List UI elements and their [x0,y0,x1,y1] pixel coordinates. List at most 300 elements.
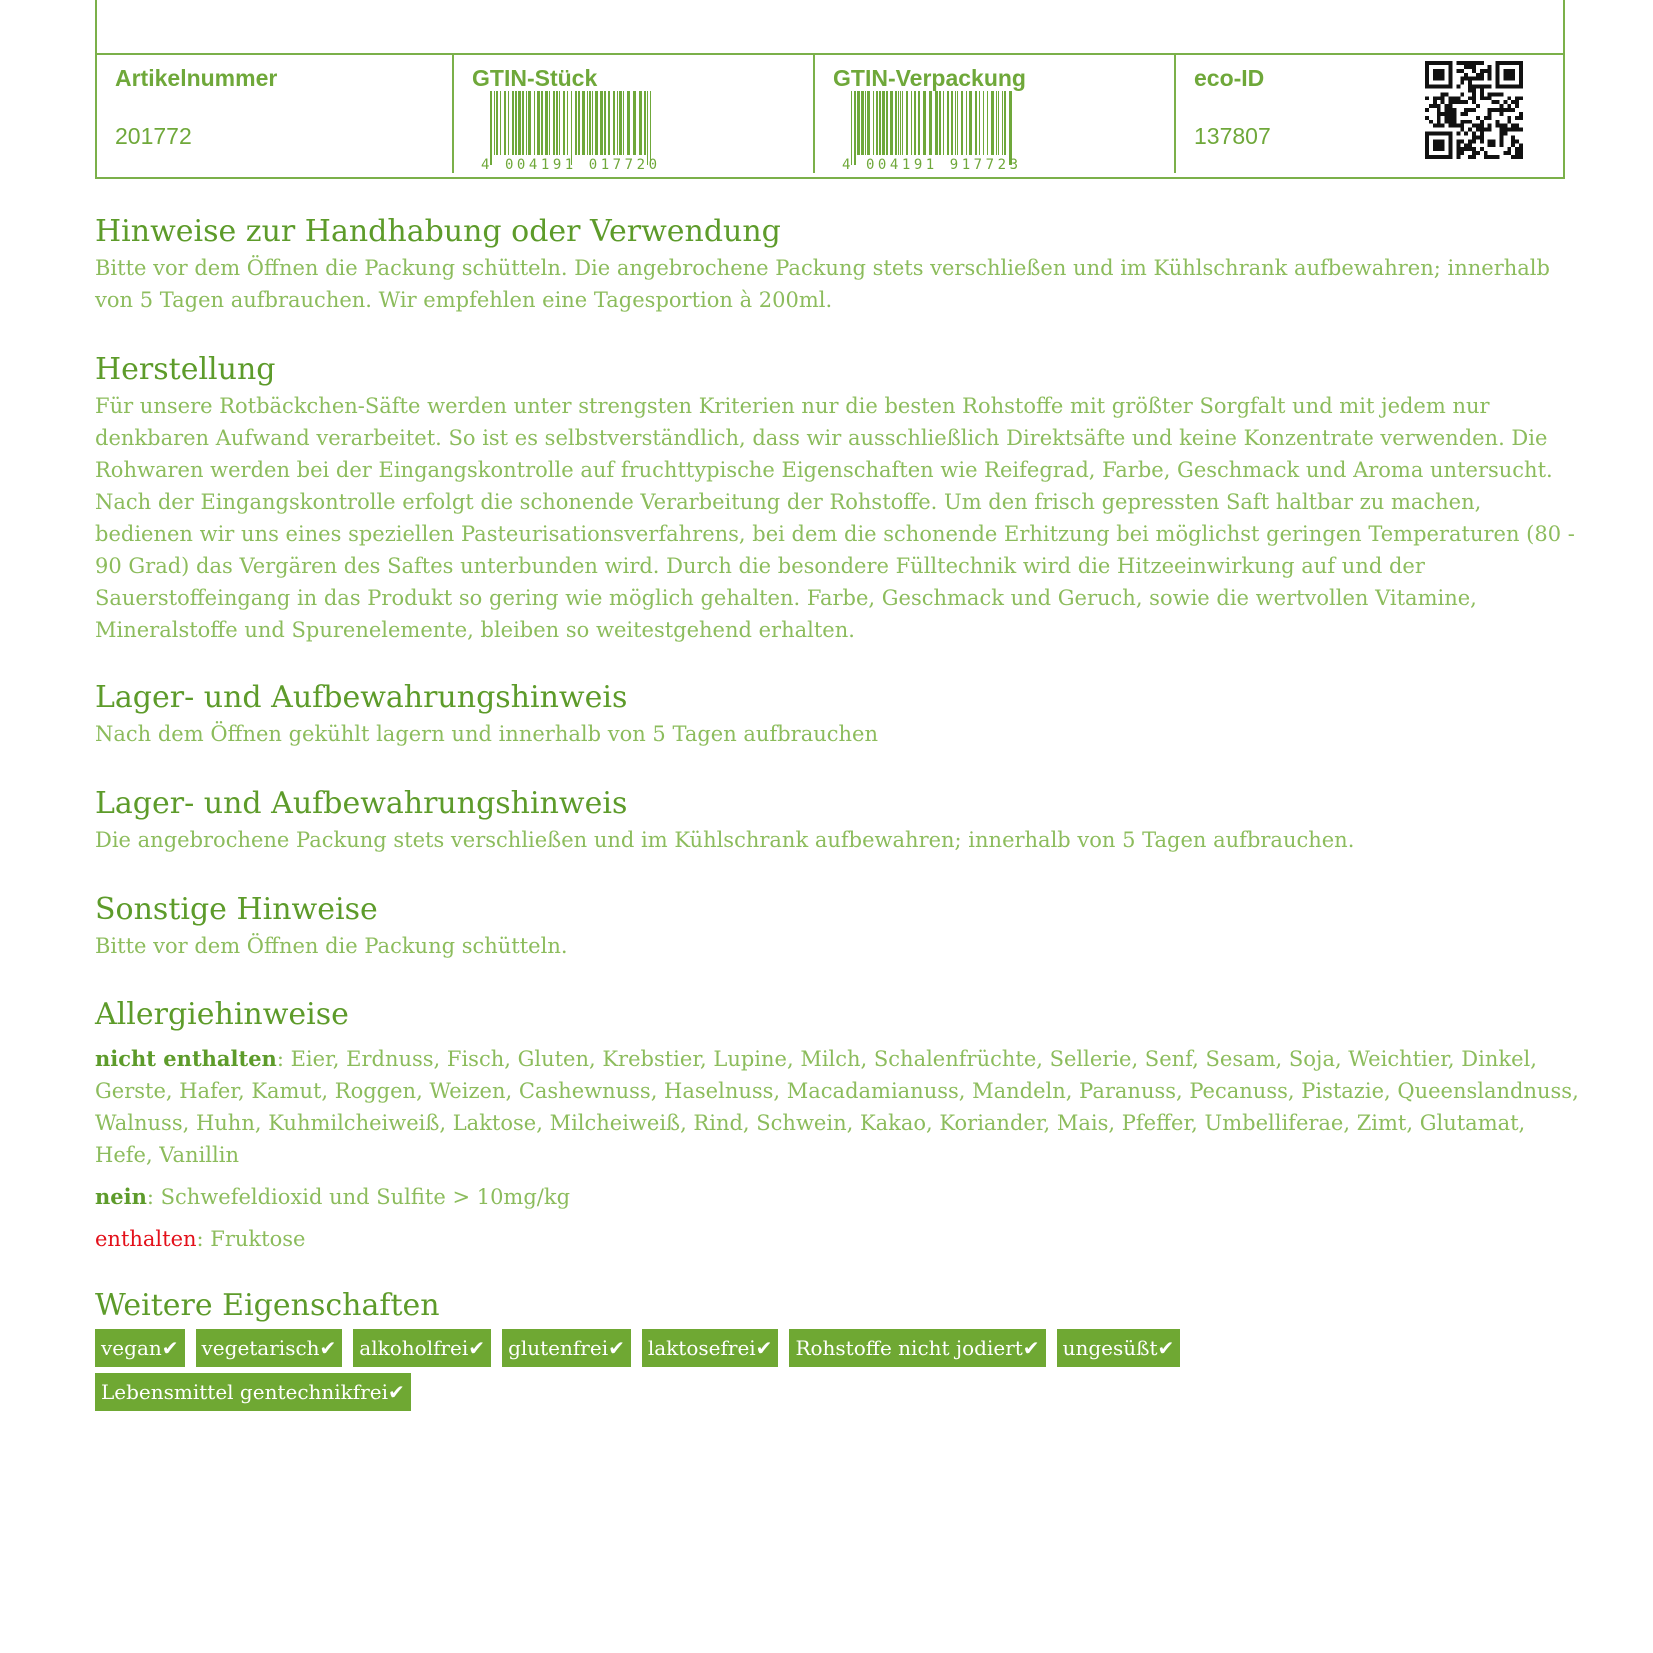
qr-module [1480,132,1484,136]
qr-module [1449,124,1453,128]
barcode-bar [613,91,615,155]
barcode-bar [608,91,610,155]
qr-module [1488,65,1492,69]
section-allergie [95,997,1585,1255]
gtin-verpackung-barcode [841,91,1021,171]
qr-module [1496,61,1500,65]
qr-module [1425,135,1429,139]
qr-module [1445,108,1449,112]
qr-module [1425,108,1429,112]
qr-module [1437,77,1441,81]
barcode-bar [951,91,953,155]
gtin-stueck-label: GTIN-Stück [472,65,598,91]
qr-module [1449,77,1453,81]
qr-module [1488,69,1492,73]
qr-module [1488,143,1492,147]
barcode-bar [504,91,506,155]
qr-module [1499,108,1503,112]
barcode-bar [534,91,535,155]
qr-module [1515,155,1519,159]
qr-module [1449,112,1453,116]
qr-module [1472,61,1476,65]
qr-module [1472,155,1476,159]
qr-module [1468,96,1472,100]
barcode-bar [851,91,852,165]
qr-module [1464,112,1468,116]
barcode-bar [541,91,543,155]
qr-module [1456,96,1460,100]
barcode-bar [627,91,630,155]
qr-module [1515,124,1519,128]
qr-module [1464,77,1468,81]
barcode-bar [567,91,568,155]
qr-module [1484,128,1488,132]
barcode-bar [861,91,864,155]
barcode-bar [528,91,531,155]
barcode-bar [873,91,874,155]
barcode-bar [617,91,618,155]
qr-module [1437,132,1441,136]
barcode-bar [644,91,646,155]
qr-module [1511,85,1515,89]
qr-module [1468,61,1472,65]
qr-module [1468,85,1472,89]
qr-module [1433,155,1437,159]
qr-module [1449,65,1453,69]
barcode-bar [537,91,540,155]
qr-module [1472,88,1476,92]
qr-module [1460,151,1464,155]
qr-module [1511,61,1515,65]
qr-module [1492,143,1496,147]
qr-module [1507,151,1511,155]
qr-module [1456,151,1460,155]
barcode-bar [589,91,591,155]
qr-module [1425,116,1429,120]
qr-module [1445,92,1449,96]
allergie-title: Allergiehinweise [95,997,349,1032]
barcode-bar [902,91,903,155]
qr-module [1441,85,1445,89]
nein-text: : Schwefeldioxid und Sulfite > 10mg/kg [146,1185,571,1209]
qr-module [1437,85,1441,89]
barcode-bar [595,91,598,155]
qr-module [1472,100,1476,104]
qr-module [1499,112,1503,116]
qr-module [1464,73,1468,77]
barcode-bar [559,91,560,155]
qr-module [1499,143,1503,147]
qr-module [1429,120,1433,124]
barcode-bar [996,91,997,155]
qr-module [1499,128,1503,132]
qr-module [1515,139,1519,143]
qr-module [1468,120,1472,124]
qr-module [1480,135,1484,139]
qr-module [1437,120,1441,124]
barcode-bar [865,91,866,155]
qr-module [1519,61,1523,65]
tag-vegetarisch: vegetarisch✔ [196,1329,343,1367]
eco-id-cell [1174,55,1563,173]
allergie-nein [95,1181,1585,1213]
qr-module [1456,61,1460,65]
qr-module [1425,81,1429,85]
section-lager-1 [95,680,1585,750]
qr-module [1425,77,1429,81]
qr-module [1456,124,1460,128]
qr-module [1515,96,1519,100]
qr-module [1445,132,1449,136]
qr-module [1496,120,1500,124]
qr-module [1468,108,1472,112]
qr-module [1515,116,1519,120]
qr-module [1449,155,1453,159]
qr-module [1441,143,1445,147]
enthalten-text: : Fruktose [196,1227,306,1251]
qr-module [1507,77,1511,81]
qr-module [1511,135,1515,139]
qr-module [1499,104,1503,108]
qr-module [1437,96,1441,100]
qr-module [1476,135,1480,139]
qr-module [1433,85,1437,89]
qr-module [1480,73,1484,77]
tag-gentechnikfrei: Lebensmittel gentechnikfrei✔ [95,1373,411,1411]
product-id-table [95,0,1565,179]
qr-module [1476,61,1480,65]
qr-module [1515,128,1519,132]
qr-module [1519,116,1523,120]
lager-1-text: Nach dem Öffnen gekühlt lagern und innerhalb von 5 Tagen aufbrauchen [95,722,878,746]
barcode-bar [578,91,580,155]
barcode-bar [923,91,926,155]
tag-glutenfrei: glutenfrei✔ [502,1329,631,1367]
section-sonstige [95,892,1585,962]
qr-module [1499,124,1503,128]
qr-module [1425,69,1429,73]
qr-module [1476,73,1480,77]
barcode-bar [515,91,517,155]
barcode-bar [490,91,492,165]
qr-module [1468,147,1472,151]
barcode-bar [876,91,878,155]
qr-module [1437,143,1441,147]
qr-module [1464,65,1468,69]
qr-module [1484,69,1488,73]
qr-module [1441,73,1445,77]
qr-module [1519,73,1523,77]
qr-module [1452,124,1456,128]
herstellung-text: Für unsere Rotbäckchen-Säfte werden unter strengsten Kriterien nur die besten Rohstoffe mit größter Sorgfalt und mit jedem nur denkbaren Aufwand verarbeitet. So ist es selbstverständlich, dass wir ausschließlich Direktsäfte und keine Konzentrate verwenden. Die Rohwaren werden bei der Eingangskontrolle auf fruchttypische Eigenschaften wie Reifegrad, Farbe, Geschmack und Aroma untersucht. Nach der Eingangskontrolle erfolgt die schonende Verarbeitung der Rohstoffe. Um den frisch gepressten Saft haltbar zu machen, bedienen wir uns eines speziellen Pasteurisationsverfahrens, bei dem die schonende Erhitzung bei möglichst geringen Temperaturen (80 - 90 Grad) das Vergären des Saftes unterbunden wird. Durch die besondere Fülltechnik wird die Hitzeeinwirkung auf und der Sauerstoffeingang in das Produkt so gering wie möglich gehalten. Farbe, Geschmack und Geruch, sowie die wertvollen Vitamine, Mineralstoffe und Spurenelemente, bleiben so weitestgehend erhalten. [95,394,1575,642]
lager-2-title: Lager- und Aufbewahrungshinweis [95,786,628,821]
qr-module [1460,128,1464,132]
barcode-bar [553,91,555,155]
qr-module [1515,61,1519,65]
qr-module [1511,139,1515,143]
qr-module [1433,69,1437,73]
qr-module [1445,155,1449,159]
qr-module [1464,61,1468,65]
qr-module [1437,104,1441,108]
artikelnummer-label: Artikelnummer [115,65,278,91]
barcode-bar [647,91,648,165]
qr-module [1503,124,1507,128]
qr-module [1437,108,1441,112]
qr-module [1519,151,1523,155]
qr-module [1449,104,1453,108]
qr-module [1464,100,1468,104]
qr-module [1519,112,1523,116]
qr-module [1503,132,1507,136]
qr-module [1503,85,1507,89]
qr-module [1503,69,1507,73]
qr-module [1496,73,1500,77]
qr-module [1511,73,1515,77]
qr-module [1519,128,1523,132]
qr-module [1484,155,1488,159]
section-lager-2 [95,786,1585,856]
barcode-bar [943,91,944,155]
artikelnummer-value: 201772 [115,123,192,149]
property-tags [95,1329,1495,1417]
qr-module [1496,81,1500,85]
barcode-bar [587,91,588,155]
qr-module [1425,132,1429,136]
barcode-bar [556,91,558,155]
qr-module [1480,124,1484,128]
qr-module [1441,155,1445,159]
qr-module [1449,108,1453,112]
qr-module [1496,155,1500,159]
barcode-bar [914,91,916,155]
qr-module [1507,120,1511,124]
qr-module [1488,96,1492,100]
qr-module [1441,96,1445,100]
qr-module [1449,151,1453,155]
qr-code [1425,61,1523,159]
qr-module [1456,147,1460,151]
qr-module [1472,92,1476,96]
qr-module [1460,81,1464,85]
barcode-bar [979,91,980,155]
qr-module [1511,100,1515,104]
enthalten-label: enthalten [95,1227,197,1251]
tag-alkoholfrei: alkoholfrei✔ [353,1329,491,1367]
qr-module [1441,69,1445,73]
qr-module [1515,104,1519,108]
handhabung-text: Bitte vor dem Öffnen die Packung schütteln. Die angebrochene Packung stets verschließen und im Kühlschrank aufbewahren; innerhalb von 5 Tagen aufbrauchen. Wir empfehlen eine Tagesportion à 200ml. [95,256,1550,312]
qr-module [1425,85,1429,89]
qr-module [1456,100,1460,104]
handhabung-title: Hinweise zur Handhabung oder Verwendung [95,214,781,249]
qr-module [1499,85,1503,89]
gtin-stueck-digits: 4 004191 017720 [481,157,657,171]
barcode-bar [575,91,577,155]
barcode-bar [500,91,501,155]
qr-module [1496,124,1500,128]
qr-module [1503,100,1507,104]
qr-module [1511,143,1515,147]
artikelnummer-cell [97,55,452,173]
qr-module [1456,139,1460,143]
qr-module [1449,147,1453,151]
qr-module [1460,92,1464,96]
qr-module [1496,100,1500,104]
barcode-bar [518,91,521,155]
qr-module [1503,108,1507,112]
qr-module [1449,139,1453,143]
qr-module [1437,147,1441,151]
section-handhabung [95,214,1585,316]
barcode-bar [1004,91,1006,155]
qr-module [1425,65,1429,69]
qr-module [1445,116,1449,120]
qr-module [1503,151,1507,155]
qr-module [1472,151,1476,155]
qr-module [1433,96,1437,100]
barcode-bar [604,91,606,155]
barcode-bar [939,91,941,155]
barcode-bar [633,91,636,155]
qr-module [1515,151,1519,155]
qr-module [1449,135,1453,139]
qr-module [1425,139,1429,143]
qr-module [1519,96,1523,100]
qr-module [1499,92,1503,96]
qr-module [1492,108,1496,112]
qr-module [1476,85,1480,89]
qr-module [1488,108,1492,112]
qr-module [1445,85,1449,89]
qr-module [1429,132,1433,136]
qr-module [1445,120,1449,124]
qr-module [1456,155,1460,159]
lager-1-title: Lager- und Aufbewahrungshinweis [95,680,628,715]
nicht-enthalten-label: nicht enthalten [95,1046,277,1071]
qr-module [1433,73,1437,77]
barcode-bar [969,91,972,155]
qr-module [1496,85,1500,89]
qr-module [1488,112,1492,116]
qr-module [1441,147,1445,151]
qr-module [1460,61,1464,65]
qr-module [1460,147,1464,151]
barcode-bar [496,91,498,155]
qr-module [1480,77,1484,81]
qr-module [1437,69,1441,73]
qr-module [1445,61,1449,65]
qr-module [1468,128,1472,132]
qr-module [1515,100,1519,104]
barcode-bar [1009,91,1012,165]
qr-module [1519,65,1523,69]
qr-module [1429,61,1433,65]
qr-module [1452,120,1456,124]
qr-module [1519,69,1523,73]
qr-module [1437,61,1441,65]
qr-module [1437,139,1441,143]
qr-module [1496,92,1500,96]
qr-module [1519,85,1523,89]
qr-module [1488,85,1492,89]
qr-module [1449,81,1453,85]
nein-label: nein [95,1184,147,1209]
qr-module [1503,73,1507,77]
qr-module [1464,108,1468,112]
tag-ungesuesst: ungesüßt✔ [1057,1329,1181,1367]
barcode-bar [983,91,984,155]
qr-module [1511,77,1515,81]
barcode-bar [508,91,509,155]
barcode-bar [549,91,550,155]
barcode-bar [545,91,548,155]
qr-module [1433,147,1437,151]
qr-module [1425,143,1429,147]
qr-module [1496,77,1500,81]
qr-module [1441,100,1445,104]
barcode-bar [890,91,893,155]
qr-module [1460,124,1464,128]
qr-module [1449,100,1453,104]
barcode-bar [998,91,999,155]
qr-module [1429,85,1433,89]
nicht-enthalten-text: : Eier, Erdnuss, Fisch, Gluten, Krebstier, Lupine, Milch, Schalenfrüchte, Sellerie, Senf, Sesam, Soja, Weichtier, Dinkel, Gerste, Hafer, Kamut, Roggen, Weizen, Cashewnuss, Haselnuss, Macadamianuss, Mandeln, Paranuss, Pecanuss, Pistazie, Queenslandnuss, Walnuss, Huhn, Kuhmilcheiweiß, Laktose, Milcheiweiß, Rind, Schwein, Kakao, Koriander, Mais, Pfeffer, Umbelliferae, Zimt, Glutamat, Hefe, Vanillin [95,1047,1579,1167]
qr-module [1519,77,1523,81]
qr-module [1437,112,1441,116]
barcode-bar [947,91,949,155]
barcode-bar [592,91,593,155]
qr-module [1511,108,1515,112]
qr-module [1507,128,1511,132]
qr-module [1507,116,1511,120]
barcode-bar [882,91,885,155]
qr-module [1437,73,1441,77]
qr-module [1515,85,1519,89]
qr-module [1456,132,1460,136]
barcode-bar [975,91,977,155]
qr-module [1511,128,1515,132]
qr-module [1449,69,1453,73]
qr-module [1460,69,1464,73]
qr-module [1441,139,1445,143]
barcode-bar [854,91,856,165]
qr-module [1472,96,1476,100]
qr-module [1472,69,1476,73]
barcode-bar [961,91,963,155]
barcode-bar [966,91,967,155]
barcode-bar [886,91,888,155]
qr-module [1425,96,1429,100]
qr-module [1433,139,1437,143]
qr-module [1433,143,1437,147]
qr-module [1449,132,1453,136]
tag-rohstoffe-nicht-jodiert: Rohstoffe nicht jodiert✔ [789,1329,1045,1367]
qr-module [1460,112,1464,116]
qr-module [1441,61,1445,65]
qr-module [1519,147,1523,151]
qr-module [1503,128,1507,132]
qr-module [1519,81,1523,85]
gtin-verpackung-digits: 4 004191 917723 [842,157,1018,171]
qr-module [1437,116,1441,120]
barcode-bar [1002,91,1003,155]
qr-module [1460,100,1464,104]
qr-module [1511,155,1515,159]
qr-module [1472,85,1476,89]
qr-module [1449,96,1453,100]
qr-module [1445,112,1449,116]
